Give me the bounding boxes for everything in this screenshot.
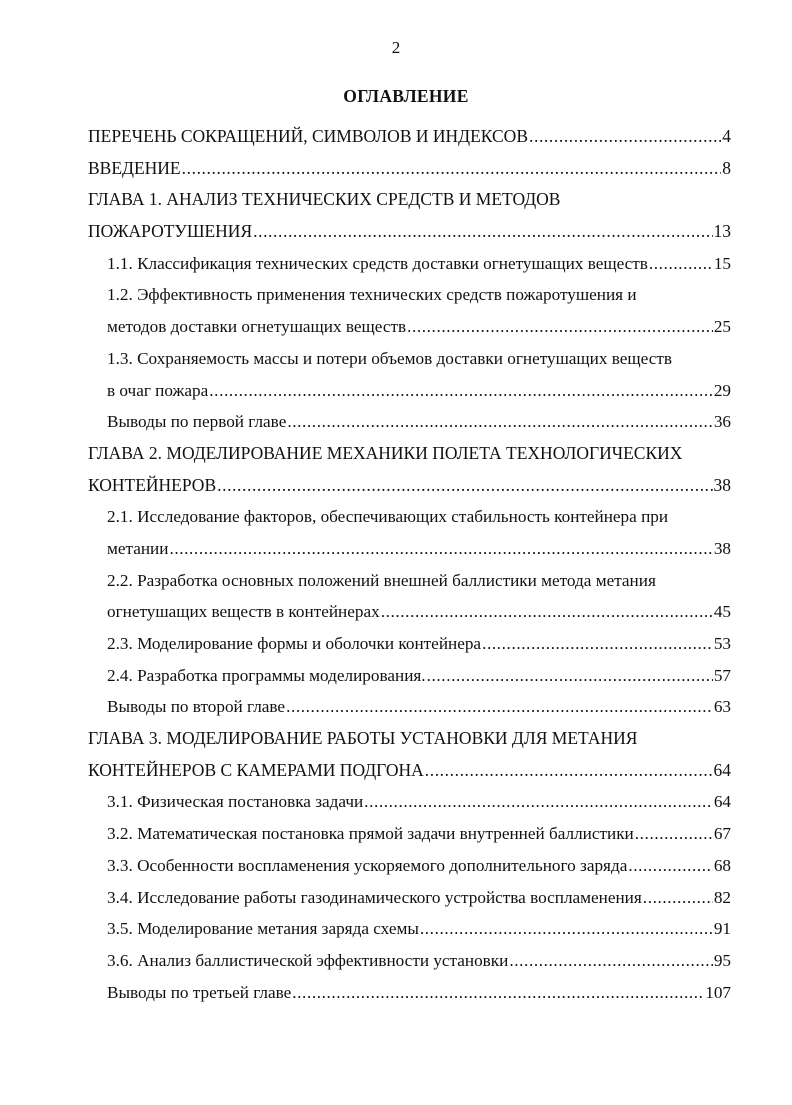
entry-title: 3.2. Математическая постановка прямой задачи внутренней баллистики	[107, 824, 634, 844]
table-of-contents	[88, 121, 731, 1008]
toc-line	[88, 691, 731, 723]
entry-page-number: 8	[722, 157, 731, 178]
entry-title: 1.3. Сохраняемость массы и потери объемов доставки огнетушащих веществ	[107, 348, 672, 368]
dot-leader	[642, 882, 713, 914]
entry-title: 3.5. Моделирование метания заряда схемы	[107, 919, 419, 939]
toc-line	[88, 438, 731, 470]
toc-section-entry[interactable]	[88, 977, 731, 1009]
toc-line	[88, 882, 731, 914]
entry-title: Выводы по третьей главе	[107, 982, 292, 1002]
dot-leader	[216, 470, 712, 502]
entry-page-number: 68	[713, 855, 731, 875]
dot-leader	[627, 850, 712, 882]
dot-leader	[634, 818, 713, 850]
toc-section-entry[interactable]	[88, 882, 731, 914]
entry-page-number: 25	[713, 317, 731, 337]
entry-page-number: 53	[713, 634, 731, 653]
toc-line	[88, 216, 731, 248]
dot-leader	[508, 945, 712, 977]
entry-page-number: 91	[713, 919, 731, 939]
entry-title: ГЛАВА 3. МОДЕЛИРОВАНИЕ РАБОТЫ УСТАНОВКИ ДЛЯ МЕТАНИЯ	[88, 728, 638, 749]
entry-title-continuation: метании	[107, 538, 169, 558]
entry-page-number: 64	[713, 792, 731, 812]
entry-title-continuation: ПОЖАРОТУШЕНИЯ	[88, 221, 253, 242]
page-number: 2	[391, 38, 401, 57]
toc-chapter-entry[interactable]	[88, 723, 731, 786]
entry-title: 1.1. Классификация технических средств доставки огнетушащих веществ	[107, 253, 648, 273]
entry-title: ГЛАВА 1. АНАЛИЗ ТЕХНИЧЕСКИХ СРЕДСТВ И МЕТОДОВ	[88, 189, 561, 210]
toc-title: ОГЛАВЛЕНИЕ	[343, 86, 469, 106]
entry-page-number: 95	[713, 950, 731, 970]
toc-section-entry[interactable]	[88, 501, 731, 564]
entry-title: 3.3. Особенности воспламенения ускоряемого дополнительного заряда	[107, 855, 628, 875]
entry-page-number: 67	[713, 824, 731, 844]
dot-leader	[380, 596, 713, 628]
toc-line	[88, 279, 731, 311]
dot-leader	[406, 311, 713, 343]
toc-line	[88, 375, 731, 407]
entry-page-number: 29	[713, 380, 731, 400]
toc-section-entry[interactable]	[88, 913, 731, 945]
toc-section-entry[interactable]	[88, 248, 731, 280]
toc-line	[88, 818, 731, 850]
entry-page-number: 38	[713, 538, 731, 558]
entry-title: ПЕРЕЧЕНЬ СОКРАЩЕНИЙ, СИМВОЛОВ И ИНДЕКСОВ	[88, 126, 528, 146]
dot-leader	[419, 913, 713, 945]
entry-title: 2.1. Исследование факторов, обеспечивающих стабильность контейнера при	[107, 507, 669, 527]
entry-page-number: 82	[713, 887, 731, 907]
toc-section-entry[interactable]	[88, 279, 731, 342]
toc-line	[88, 311, 731, 343]
entry-title: Выводы по первой главе	[107, 412, 287, 432]
entry-title-continuation: огнетушащих веществ в контейнерах	[107, 602, 380, 622]
entry-page-number: 45	[713, 602, 731, 622]
toc-line	[88, 533, 731, 565]
toc-chapter-entry[interactable]	[88, 184, 731, 247]
toc-chapter-entry[interactable]	[88, 438, 731, 501]
toc-line	[88, 977, 731, 1009]
dot-leader	[286, 406, 712, 438]
entry-page-number: 64	[713, 759, 731, 780]
toc-line	[88, 343, 731, 375]
entry-page-number: 4	[722, 126, 731, 146]
dot-leader	[426, 660, 713, 692]
toc-section-entry[interactable]	[88, 406, 731, 438]
toc-line	[88, 153, 731, 185]
toc-line	[88, 723, 731, 755]
entry-title-continuation: КОНТЕЙНЕРОВ С КАМЕРАМИ ПОДГОНА	[88, 759, 424, 780]
toc-line	[88, 406, 731, 438]
entry-title: 3.6. Анализ баллистической эффективности установки	[107, 950, 509, 970]
toc-line	[88, 850, 731, 882]
toc-section-entry[interactable]	[88, 343, 731, 406]
entry-page-number: 13	[713, 221, 731, 242]
toc-line	[88, 755, 731, 787]
toc-line	[88, 184, 731, 216]
toc-line	[88, 628, 731, 660]
entry-page-number: 63	[713, 697, 731, 717]
toc-line	[88, 121, 731, 153]
dot-leader	[252, 216, 712, 248]
toc-section-entry[interactable]	[88, 850, 731, 882]
dot-leader	[424, 755, 713, 787]
entry-title: ВВЕДЕНИЕ	[88, 157, 181, 178]
dot-leader	[528, 121, 721, 153]
toc-section-entry[interactable]	[88, 786, 731, 818]
entry-title: 2.4. Разработка программы моделирования.	[107, 665, 426, 685]
entry-title: Выводы по второй главе	[107, 697, 286, 717]
entry-page-number: 15	[713, 253, 731, 273]
toc-section-entry[interactable]	[88, 660, 731, 692]
toc-line	[88, 945, 731, 977]
toc-chapter-entry[interactable]	[88, 121, 731, 153]
dot-leader	[285, 691, 713, 723]
toc-section-entry[interactable]	[88, 691, 731, 723]
dot-leader	[648, 248, 713, 280]
toc-line	[88, 248, 731, 280]
toc-section-entry[interactable]	[88, 565, 731, 628]
entry-title: 3.1. Физическая постановка задачи	[107, 792, 364, 812]
toc-line	[88, 470, 731, 502]
entry-page-number: 107	[705, 982, 731, 1002]
entry-title: 1.2. Эффективность применения технических средств пожаротушения и	[107, 285, 637, 305]
toc-line	[88, 660, 731, 692]
toc-line	[88, 596, 731, 628]
entry-page-number: 38	[713, 474, 731, 495]
entry-title-continuation: КОНТЕЙНЕРОВ	[88, 474, 217, 495]
entry-title: 3.4. Исследование работы газодинамического устройства воспламенения	[107, 887, 642, 907]
toc-section-entry[interactable]	[88, 818, 731, 850]
toc-section-entry[interactable]	[88, 945, 731, 977]
dot-leader	[168, 533, 712, 565]
toc-line	[88, 565, 731, 597]
entry-page-number: 36	[713, 412, 731, 432]
entry-title-continuation: методов доставки огнетушащих веществ	[107, 317, 407, 337]
entry-title: 2.2. Разработка основных положений внешней баллистики метода метания	[107, 570, 656, 590]
dot-leader	[481, 628, 713, 660]
entry-title: 2.3. Моделирование формы и оболочки контейнера	[107, 634, 482, 653]
toc-chapter-entry[interactable]	[88, 153, 731, 185]
toc-line	[88, 913, 731, 945]
toc-section-entry[interactable]	[88, 628, 731, 660]
dot-leader	[291, 977, 704, 1009]
entry-page-number: 57	[713, 665, 731, 685]
dot-leader	[208, 375, 713, 407]
toc-line	[88, 786, 731, 818]
entry-title-continuation: в очаг пожара	[107, 380, 209, 400]
entry-title: ГЛАВА 2. МОДЕЛИРОВАНИЕ МЕХАНИКИ ПОЛЕТА ТЕХНОЛОГИЧЕСКИХ	[88, 442, 683, 463]
toc-line	[88, 501, 731, 533]
dot-leader	[363, 786, 713, 818]
dot-leader	[181, 153, 722, 185]
